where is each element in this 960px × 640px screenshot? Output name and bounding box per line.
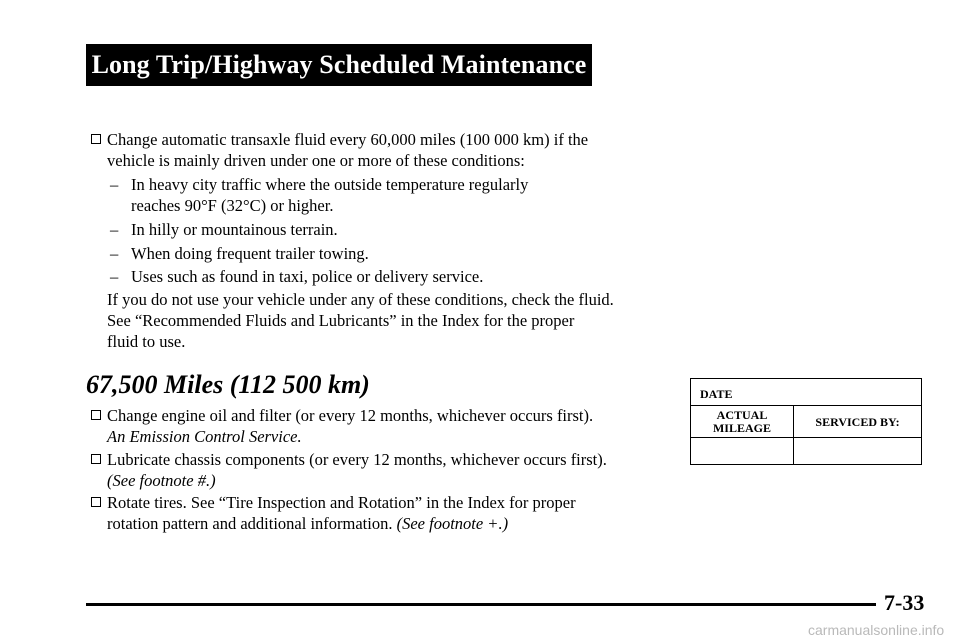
section-heading: 67,500 Miles (112 500 km) xyxy=(86,370,370,399)
item-text-line-2 xyxy=(107,513,508,534)
checkbox-icon[interactable] xyxy=(91,134,101,144)
condition-text: Uses such as found in taxi, police or delivery service. xyxy=(131,267,484,286)
item-text-line-2: (See footnote #.) xyxy=(107,471,216,490)
mileage-header xyxy=(691,406,794,438)
item-text-line-1: Change automatic transaxle fluid every 60,000 miles (100 000 km) if the xyxy=(107,130,589,149)
dash-bullet: – xyxy=(110,220,119,239)
checkbox-icon[interactable] xyxy=(91,410,101,420)
checklist-item-transaxle xyxy=(107,129,588,150)
item-text-line-1: Rotate tires. See “Tire Inspection and Rotation” in the Index for proper xyxy=(107,493,576,512)
footer-rule xyxy=(86,603,876,606)
watermark: carmanualsonline.info xyxy=(808,622,945,638)
date-label: DATE xyxy=(700,387,733,401)
page-header-banner xyxy=(86,44,592,86)
note-line-3: fluid to use. xyxy=(107,332,186,351)
condition-item xyxy=(110,266,484,287)
date-field[interactable] xyxy=(691,379,921,406)
item-text-line-1: Lubricate chassis components (or every 12 months, whichever occurs first). xyxy=(107,450,607,469)
condition-item xyxy=(110,219,338,240)
condition-text: In hilly or mountainous terrain. xyxy=(131,220,338,239)
page-number: 7-33 xyxy=(884,590,925,615)
condition-item xyxy=(110,243,369,264)
dash-bullet: – xyxy=(110,244,119,263)
mileage-label-line-1: ACTUAL xyxy=(716,408,768,422)
checklist-item-engine-oil xyxy=(107,405,593,426)
service-record-table xyxy=(690,378,922,465)
page-title: Long Trip/Highway Scheduled Maintenance xyxy=(91,50,587,79)
checkbox-icon[interactable] xyxy=(91,497,101,507)
dash-bullet: – xyxy=(110,175,119,194)
condition-text-continued: reaches 90°F (32°C) or higher. xyxy=(131,196,334,215)
mileage-entry-cell[interactable] xyxy=(691,438,794,464)
note-line-2: See “Recommended Fluids and Lubricants” in the Index for the proper xyxy=(107,311,575,330)
item-text-line-2: An Emission Control Service. xyxy=(107,427,302,446)
item-text-line-1: Change engine oil and filter (or every 12 months, whichever occurs first). xyxy=(107,406,594,425)
item-text-normal: rotation pattern and additional information. xyxy=(107,514,393,533)
condition-item xyxy=(110,174,529,195)
serviced-by-header: SERVICED BY: xyxy=(794,406,921,438)
dash-bullet: – xyxy=(110,267,119,286)
condition-text: In heavy city traffic where the outside temperature regularly xyxy=(131,175,529,194)
mileage-label-line-2: MILEAGE xyxy=(712,421,771,435)
checkbox-icon[interactable] xyxy=(91,454,101,464)
item-text-footnote: (See footnote +.) xyxy=(396,514,509,533)
note-line-1: If you do not use your vehicle under any of these conditions, check the fluid. xyxy=(107,290,614,309)
checklist-item-tires xyxy=(107,492,576,513)
condition-text: When doing frequent trailer towing. xyxy=(131,244,369,263)
item-text-line-2: vehicle is mainly driven under one or more of these conditions: xyxy=(107,151,525,170)
serviced-by-entry-cell[interactable] xyxy=(794,438,921,464)
checklist-item-chassis xyxy=(107,449,607,470)
